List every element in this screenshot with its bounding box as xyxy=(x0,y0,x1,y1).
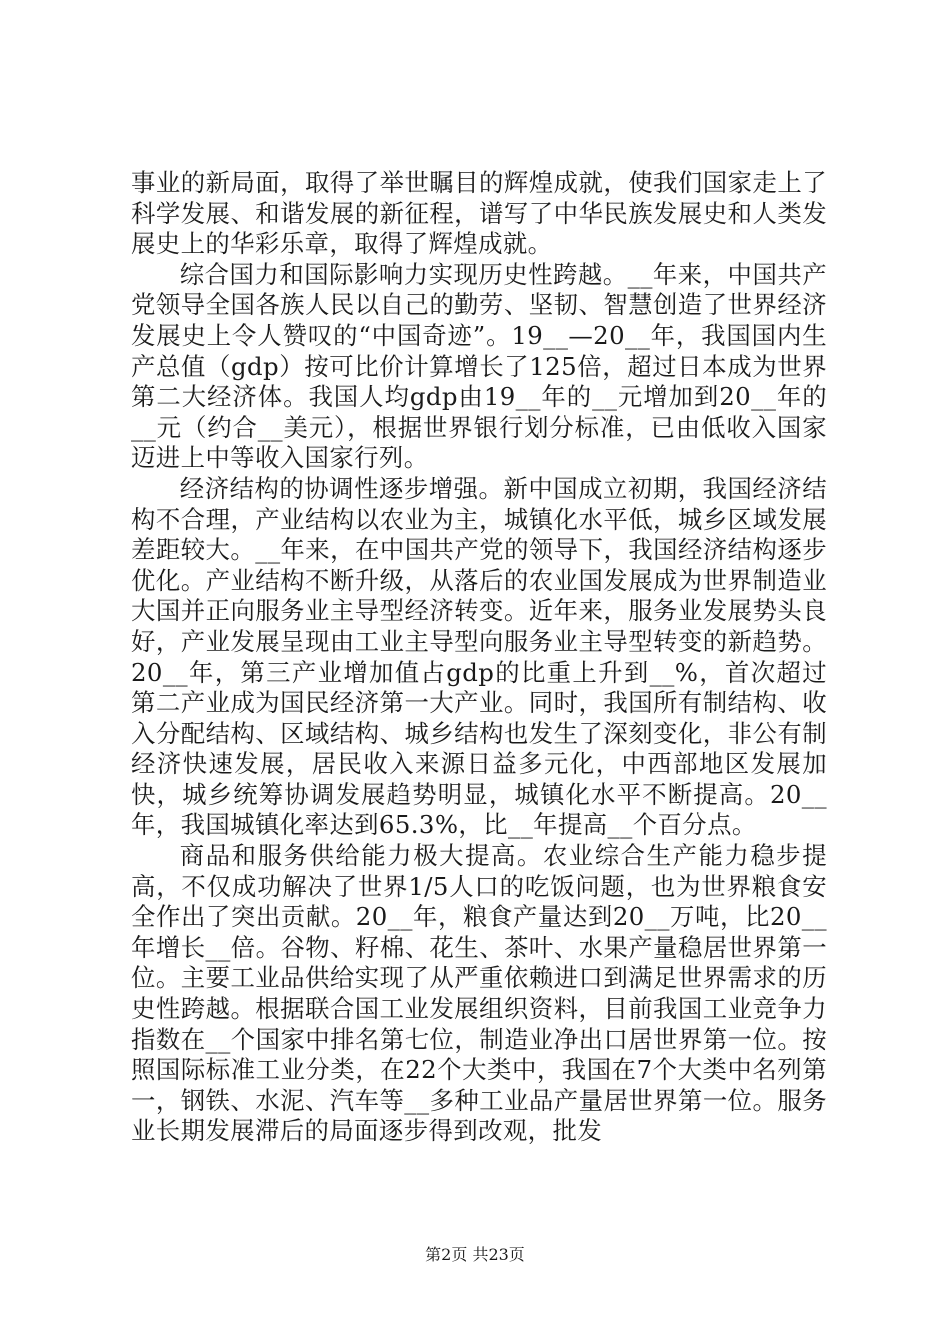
paragraph-supply-capacity: 商品和服务供给能力极大提高。农业综合生产能力稳步提高，不仅成功解决了世界1/5人口的吃饭问题，也为世界粮食安全作出了突出贡献。20__年，粮食产量达到20__万吨，比20__年增长__倍。谷物、籽棉、花生、茶叶、水果产量稳居世界第一位。主要工业品供给实现了从严重依赖进口到满足世界需求的历史性跨越。根据联合国工业发展组织资料，目前我国工业竞争力指数在__个国家中排名第七位，制造业净出口居世界第一位。按照国际标准工业分类，在22个大类中，我国在7个大类中名列第一，钢铁、水泥、汽车等__多种工业品产量居世界第一位。服务业长期发展滞后的局面逐步得到改观，批发 xyxy=(131,841,827,1146)
paragraph-national-strength: 综合国力和国际影响力实现历史性跨越。__年来，中国共产党领导全国各族人民以自己的勤劳、坚韧、智慧创造了世界经济发展史上令人赞叹的“中国奇迹”。19__—20__年，我国国内生产总值（gdp）按可比价计算增长了125倍，超过日本成为世界第二大经济体。我国人均gdp由19__年的__元增加到20__年的__元（约合__美元），根据世界银行划分标准，已由低收入国家迈进上中等收入国家行列。 xyxy=(131,259,827,473)
page-footer xyxy=(0,1242,950,1265)
page-number: 第2页 共23页 xyxy=(425,1245,525,1264)
paragraph-economic-structure: 经济结构的协调性逐步增强。新中国成立初期，我国经济结构不合理，产业结构以农业为主，城镇化水平低，城乡区域发展差距较大。__年来，在中国共产党的领导下，我国经济结构逐步优化。产业结构不断升级，从落后的农业国发展成为世界制造业大国并正向服务业主导型经济转变。近年来，服务业发展势头良好，产业发展呈现由工业主导型向服务业主导型转变的新趋势。20__年，第三产业增加值占gdp的比重上升到__%，首次超过第二产业成为国民经济第一大产业。同时，我国所有制结构、收入分配结构、区域结构、城乡结构也发生了深刻变化，非公有制经济快速发展，居民收入来源日益多元化，中西部地区发展加快，城乡统筹协调发展趋势明显，城镇化水平不断提高。20__年，我国城镇化率达到65.3%，比__年提高__个百分点。 xyxy=(131,473,827,840)
paragraph-continued: 事业的新局面，取得了举世瞩目的辉煌成就，使我们国家走上了科学发展、和谐发展的新征程，谱写了中华民族发展史和人类发展史上的华彩乐章，取得了辉煌成就。 xyxy=(131,168,827,259)
document-body xyxy=(131,168,827,1147)
